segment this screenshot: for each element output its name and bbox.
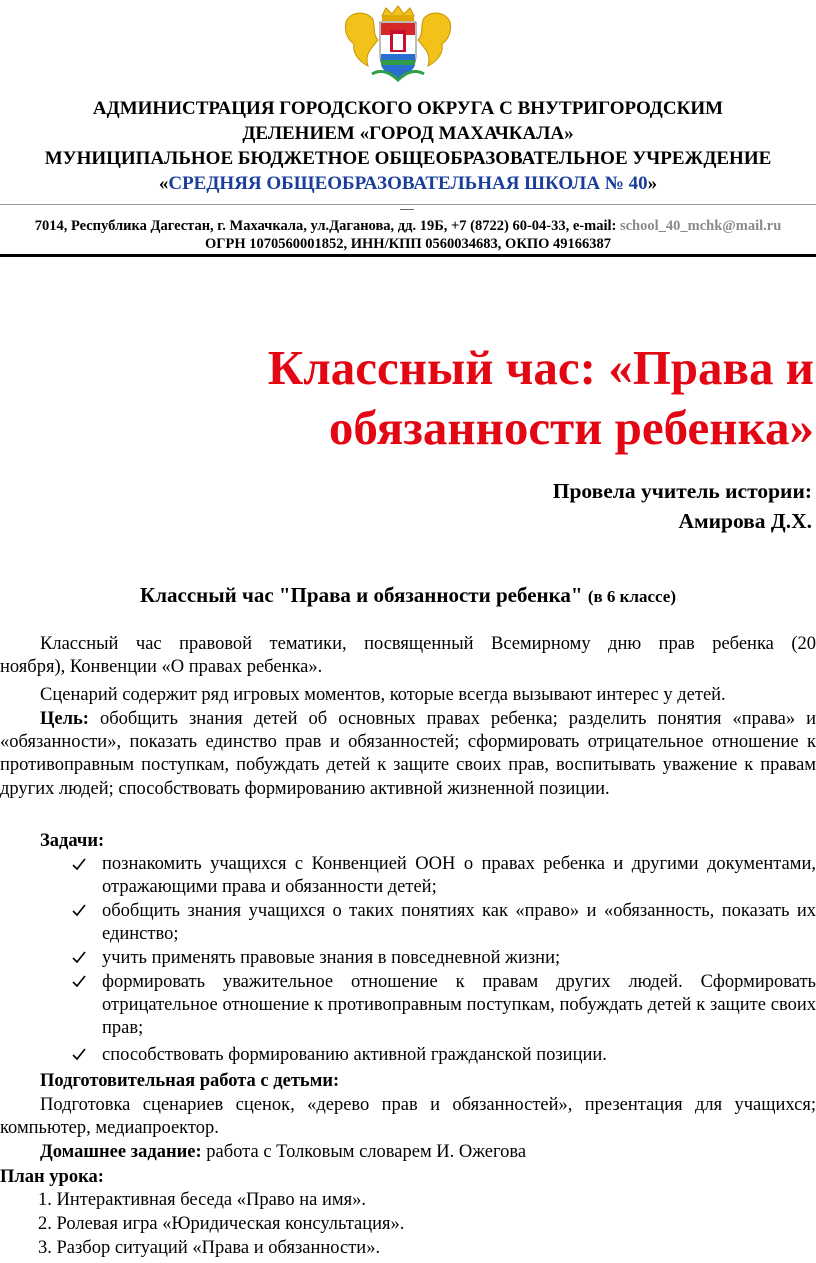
plan-heading: План урока:: [0, 1167, 104, 1187]
teacher-label: Провела учитель истории:: [552, 479, 812, 503]
header-address-line: [0, 217, 816, 235]
school-name: СРЕДНЯЯ ОБЩЕОБРАЗОВАТЕЛЬНАЯ ШКОЛА № 40: [168, 173, 648, 194]
plan-item: 2. Ролевая игра «Юридическая консультация».: [38, 1214, 405, 1234]
header-registry-line: ОГРН 1070560001852, ИНН/КПП 0560034683, ОКПО 49166387: [204, 236, 612, 252]
teacher-name: Амирова Д.Х.: [678, 509, 812, 533]
email-address: school_40_mchk@mail.ru: [619, 218, 782, 234]
task-item: формировать уважительное отношение к правам других людей. Сформировать отрицательное отношение к противоправным поступкам, побуждать детей к защите своих прав;: [102, 972, 816, 1039]
task-item: познакомить учащихся с Конвенцией ООН о правах ребенка и другими документами, отражающими права и обязанности детей;: [102, 854, 816, 898]
header-divider-tick: [400, 209, 414, 210]
header-admin-line-1: АДМИНИСТРАЦИЯ ГОРОДСКОГО ОКРУГА С ВНУТРИГОРОДСКИМ: [92, 98, 724, 119]
intro-line-2: ноября), Конвенции «О правах ребенка».: [0, 657, 323, 677]
page-title-line-1: Классный час: «Права и: [267, 340, 814, 395]
prep-paragraph: Подготовка сценариев сценок, «дерево прав и обязанностей», презентация для учащихся; компьютер, медиапроектор.: [0, 1095, 816, 1139]
header-school-name: [0, 171, 816, 196]
task-item: способствовать формированию активной гражданской позиции.: [102, 1045, 607, 1065]
goal-label: Цель:: [40, 709, 89, 729]
subtitle-main: Классный час "Права и обязанности ребенка": [139, 583, 588, 607]
header-admin-line-2: ДЕЛЕНИЕМ «ГОРОД МАХАЧКАЛА»: [242, 123, 574, 144]
homework-text: работа с Толковым словарем И. Ожегова: [201, 1142, 527, 1162]
page-title-line-2: обязанности ребенка»: [328, 400, 814, 455]
subtitle-grade: (в 6 классе): [587, 587, 676, 606]
header-divider-thin: [0, 204, 816, 205]
task-item: учить применять правовые знания в повседневной жизни;: [102, 948, 561, 968]
intro-line-1: Классный час правовой тематики, посвященный Всемирному дню прав ребенка (20: [40, 634, 816, 654]
quote-close: »: [647, 173, 658, 194]
goal-text: обобщить знания детей об основных правах ребенка; разделить понятия «права» и «обязанности», показать единство прав и обязанностей; сформировать отрицательное отношение к противоправным поступкам, побуждать детей к защите своих прав, воспитывать уважение к правам других людей; способствовать формированию активной жизненной позиции.: [0, 709, 816, 799]
goal-paragraph: [0, 708, 816, 801]
homework-line: [40, 1141, 526, 1164]
section-subtitle: [0, 580, 816, 612]
header-divider-thick: [0, 254, 816, 257]
header-institution-line: МУНИЦИПАЛЬНОЕ БЮДЖЕТНОЕ ОБЩЕОБРАЗОВАТЕЛЬНОЕ УЧРЕЖДЕНИЕ: [44, 148, 772, 169]
checkmark-icon: [72, 1047, 86, 1061]
checkmark-icon: [72, 857, 86, 871]
homework-label: Домашнее задание:: [40, 1142, 202, 1162]
scenario-paragraph: Сценарий содержит ряд игровых моментов, которые всегда вызывают интерес у детей.: [40, 685, 726, 705]
checkmark-icon: [72, 903, 86, 917]
checkmark-icon: [72, 974, 86, 988]
plan-item: 3. Разбор ситуаций «Права и обязанности».: [38, 1238, 381, 1258]
prep-heading: Подготовительная работа с детьми:: [40, 1071, 340, 1091]
coat-of-arms-emblem: [342, 4, 454, 84]
address-text: 7014, Республика Дагестан, г. Махачкала, ул.Даганова, дд. 19Б, +7 (8722) 60-04-33, e-mail:: [34, 218, 620, 234]
task-item: обобщить знания учащихся о таких понятиях как «право» и «обязанность, показать их единство;: [102, 901, 816, 945]
tasks-heading: Задачи:: [40, 831, 105, 851]
quote-open: «: [158, 173, 169, 194]
checkmark-icon: [72, 950, 86, 964]
plan-item: 1. Интерактивная беседа «Право на имя».: [38, 1190, 367, 1210]
